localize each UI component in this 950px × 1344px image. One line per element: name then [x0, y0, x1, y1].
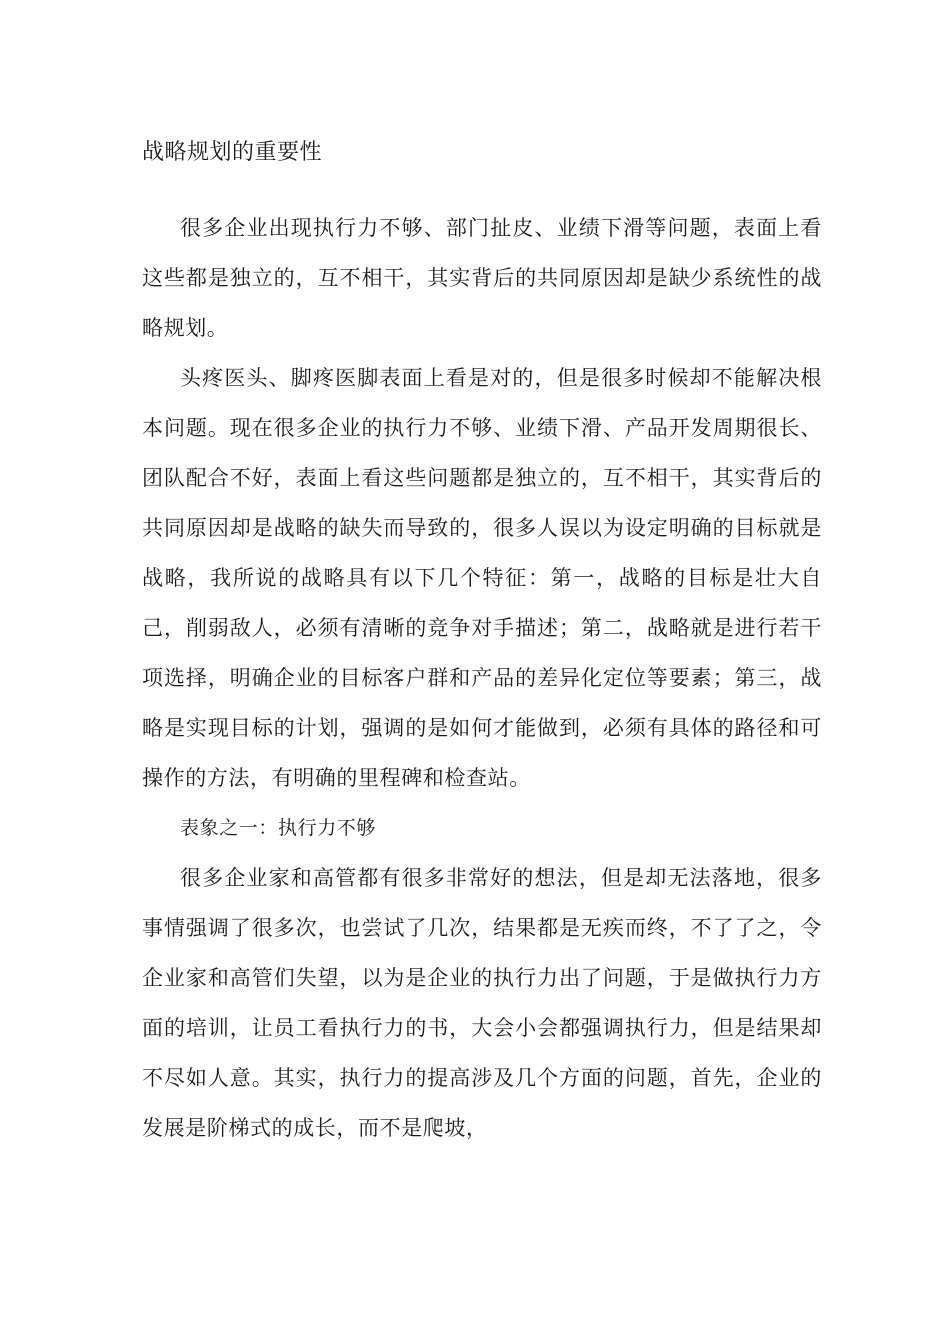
paragraph-strategy-features: 头疼医头、脚疼医脚表面上看是对的，但是很多时候却不能解决根本问题。现在很多企业的执行力不够、业绩下滑、产品开发周期很长、团队配合不好，表面上看这些问题都是独立的，互不相干，其实背后的共同原因却是战略的缺失而导致的，很多人误以为设定明确的目标就是战略，我所说的战略具有以下几个特征：第一，战略的目标是壮大自己，削弱敌人，必须有清晰的竞争对手描述；第二，战略就是进行若干项选择，明确企业的目标客户群和产品的差异化定位等要素；第三，战略是实现目标的计划，强调的是如何才能做到，必须有具体的路径和可操作的方法，有明确的里程碑和检查站。	[142, 366, 822, 790]
paragraph-intro: 很多企业出现执行力不够、部门扯皮、业绩下滑等问题，表面上看这些都是独立的，互不相干，其实背后的共同原因却是缺少系统性的战略规划。	[142, 216, 822, 340]
document-title: 战略规划的重要性	[142, 140, 323, 165]
document-body	[142, 137, 822, 1153]
section-subheading: 表象之一：执行力不够	[180, 817, 377, 839]
paragraph-execution: 很多企业家和高管都有很多非常好的想法，但是却无法落地，很多事情强调了很多次，也尝试了几次，结果都是无疾而终，不了了之，令企业家和高管们失望，以为是企业的执行力出了问题，于是做执行力方面的培训，让员工看执行力的书，大会小会都强调执行力，但是结果却不尽如人意。其实，执行力的提高涉及几个方面的问题，首先，企业的发展是阶梯式的成长，而不是爬坡，	[142, 866, 822, 1140]
